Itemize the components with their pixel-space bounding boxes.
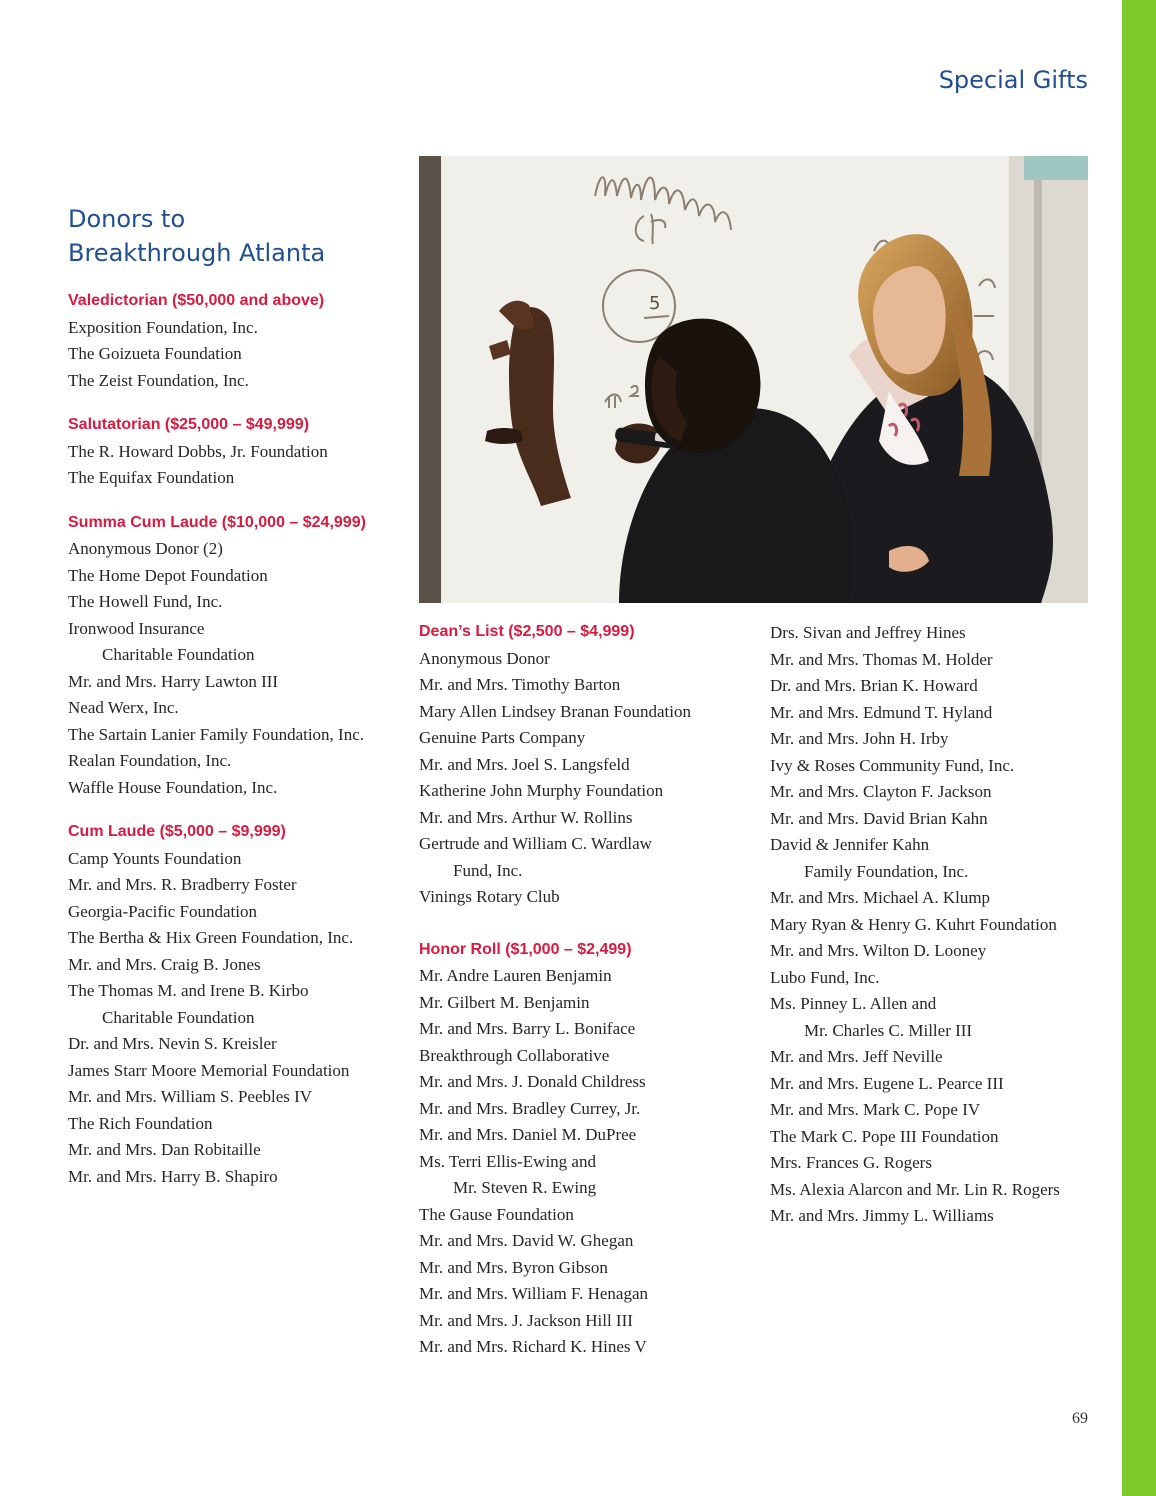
donor-entry: Mr. and Mrs. Eugene L. Pearce III (770, 1073, 1004, 1093)
donor-entry: Mr. and Mrs. Wilton D. Looney (770, 941, 987, 960)
donor-entry: Mr. and Mrs. Joel S. Langsfeld (419, 754, 630, 774)
donor-entry: Mr. and Mrs. Clayton F. Jackson (770, 782, 992, 801)
donor-entry: James Starr Moore Memorial Foundation (68, 1060, 350, 1080)
classroom-photo-illustration (419, 156, 1088, 603)
donor-entry: The Rich Foundation (68, 1113, 213, 1133)
donor-entry: Dr. and Mrs. Brian K. Howard (770, 676, 978, 695)
donor-entry: Mr. and Mrs. Jimmy L. Williams (770, 1206, 994, 1225)
donor-entry: The Howell Fund, Inc. (68, 592, 223, 611)
donor-entry: Mr. and Mrs. William F. Henagan (419, 1284, 649, 1303)
donor-group-title: Honor Roll ($1,000 – $2,499) (419, 940, 632, 958)
donor-entry: The Mark C. Pope III Foundation (770, 1126, 999, 1146)
donor-entry: Mr. and Mrs. Harry B. Shapiro (68, 1166, 278, 1186)
donor-group-deans-list (419, 619, 764, 911)
donor-entry: Mr. and Mrs. William S. Peebles IV (68, 1087, 313, 1106)
donor-entry: Mr. and Mrs. R. Bradberry Foster (68, 875, 297, 894)
donor-entry: The Zeist Foundation, Inc. (68, 370, 249, 390)
donor-entry: The Gause Foundation (419, 1204, 574, 1224)
donor-entry: Ms. Terri Ellis-Ewing and (419, 1151, 596, 1171)
donor-entry: Mr. and Mrs. Jeff Neville (770, 1047, 943, 1066)
donor-entry: The Bertha & Hix Green Foundation, Inc. (68, 928, 354, 947)
donor-entry: Mr. and Mrs. Barry L. Boniface (419, 1019, 636, 1038)
donor-group-title: Summa Cum Laude ($10,000 – $24,999) (68, 513, 366, 531)
donor-entry: Mr. and Mrs. Mark C. Pope IV (770, 1100, 981, 1119)
donor-entry: Mr. and Mrs. Richard K. Hines V (419, 1337, 647, 1356)
classroom-photo (419, 156, 1088, 603)
donor-entry: Exposition Foundation, Inc. (68, 317, 258, 337)
board-digit-5: 5 (649, 293, 661, 314)
donor-column-1 (68, 288, 398, 1208)
donor-entry: Mr. and Mrs. Byron Gibson (419, 1257, 608, 1277)
donor-entry: Lubo Fund, Inc. (770, 967, 880, 987)
donor-entry: Mr. and Mrs. Bradley Currey, Jr. (419, 1098, 641, 1118)
donor-entry: Mrs. Frances G. Rogers (770, 1153, 932, 1172)
donor-entry-continuation: Charitable Foundation (102, 645, 255, 664)
donor-entry: Gertrude and William C. Wardlaw (419, 834, 652, 853)
page-number: 69 (1072, 1410, 1088, 1427)
donor-entry-continuation: Fund, Inc. (453, 860, 523, 880)
donor-group-salutatorian (68, 412, 398, 492)
donor-entry: The R. Howard Dobbs, Jr. Foundation (68, 441, 328, 461)
donor-entry: Drs. Sivan and Jeffrey Hines (770, 623, 966, 642)
donor-entry: The Sartain Lanier Family Foundation, Inc. (68, 724, 365, 744)
donor-entry: Mr. and Mrs. Harry Lawton III (68, 671, 279, 691)
donor-entry: Mr. and Mrs. J. Donald Childress (419, 1072, 646, 1091)
page-heading (68, 202, 388, 270)
donor-entry-continuation: Mr. Charles C. Miller III (804, 1020, 973, 1040)
section-title: Special Gifts (938, 66, 1088, 94)
donor-entry: Mr. and Mrs. Edmund T. Hyland (770, 702, 993, 722)
donor-entry: Mr. and Mrs. Arthur W. Rollins (419, 807, 633, 827)
donor-entry: Ms. Alexia Alarcon and Mr. Lin R. Rogers (770, 1179, 1060, 1199)
donor-entry: Mr. and Mrs. David Brian Kahn (770, 808, 988, 828)
donor-group-summa-cum-laude (68, 510, 398, 802)
donor-group-honor-roll (419, 937, 764, 1361)
donor-entry: Genuine Parts Company (419, 728, 586, 747)
donor-entry: Mr. and Mrs. Michael A. Klump (770, 888, 991, 907)
donor-group-title: Valedictorian ($50,000 and above) (68, 292, 325, 309)
donor-group-title: Dean’s List ($2,500 – $4,999) (419, 623, 635, 640)
donor-entry: The Goizueta Foundation (68, 344, 242, 363)
donor-entry: David & Jennifer Kahn (770, 835, 930, 854)
donor-entry: The Equifax Foundation (68, 468, 235, 487)
donor-entry: Mr. and Mrs. Craig B. Jones (68, 954, 261, 974)
donor-entry: Ivy & Roses Community Fund, Inc. (770, 755, 1015, 775)
donor-entry: The Thomas M. and Irene B. Kirbo (68, 981, 309, 1000)
donor-column-2 (419, 619, 764, 1379)
donor-entry: Vinings Rotary Club (419, 887, 560, 906)
donor-entry: Ms. Pinney L. Allen and (770, 994, 937, 1013)
donor-entry-continuation: Mr. Steven R. Ewing (453, 1178, 597, 1197)
donor-entry: Realan Foundation, Inc. (68, 751, 232, 770)
donor-entry: Anonymous Donor (2) (68, 539, 223, 558)
donor-entry: Mary Ryan & Henry G. Kuhrt Foundation (770, 914, 1057, 934)
donor-entry: Nead Werx, Inc. (68, 698, 179, 717)
donor-entry: Waffle House Foundation, Inc. (68, 777, 278, 797)
donor-entry: Anonymous Donor (419, 648, 550, 668)
donor-group-title: Cum Laude ($5,000 – $9,999) (68, 823, 286, 840)
side-color-bar (1122, 0, 1156, 1496)
donor-entry: Mr. and Mrs. Timothy Barton (419, 675, 621, 694)
donor-entry: Camp Younts Foundation (68, 848, 242, 868)
donor-entry: Mr. and Mrs. Dan Robitaille (68, 1140, 261, 1159)
donor-entry: Katherine John Murphy Foundation (419, 781, 664, 800)
donor-entry: Mr. and Mrs. J. Jackson Hill III (419, 1310, 633, 1330)
donor-entry: Mary Allen Lindsey Branan Foundation (419, 701, 691, 721)
donor-entry-continuation: Family Foundation, Inc. (804, 861, 969, 881)
donor-entry: Georgia-Pacific Foundation (68, 901, 258, 921)
donor-entry: Mr. and Mrs. David W. Ghegan (419, 1231, 634, 1250)
donor-entry: Breakthrough Collaborative (419, 1045, 610, 1065)
donor-entry: Ironwood Insurance (68, 618, 205, 638)
donor-entry: Mr. and Mrs. John H. Irby (770, 729, 949, 748)
donor-entry: Mr. Andre Lauren Benjamin (419, 966, 612, 985)
donor-entry: Dr. and Mrs. Nevin S. Kreisler (68, 1034, 277, 1053)
donor-group-title: Salutatorian ($25,000 – $49,999) (68, 416, 310, 433)
page-heading-line-1: Donors to (68, 205, 186, 233)
donor-entry-continuation: Charitable Foundation (102, 1007, 255, 1027)
donor-entry: Mr. Gilbert M. Benjamin (419, 992, 590, 1012)
donor-group-cum-laude (68, 819, 398, 1190)
donor-entry: The Home Depot Foundation (68, 565, 268, 585)
page-heading-line-2: Breakthrough Atlanta (68, 239, 326, 267)
donor-group-valedictorian (68, 288, 398, 394)
donor-group-honor-roll-continued (770, 620, 1115, 1230)
donor-entry: Mr. and Mrs. Daniel M. DuPree (419, 1125, 637, 1144)
donor-entry: Mr. and Mrs. Thomas M. Holder (770, 649, 993, 669)
donor-column-3 (770, 620, 1115, 1248)
